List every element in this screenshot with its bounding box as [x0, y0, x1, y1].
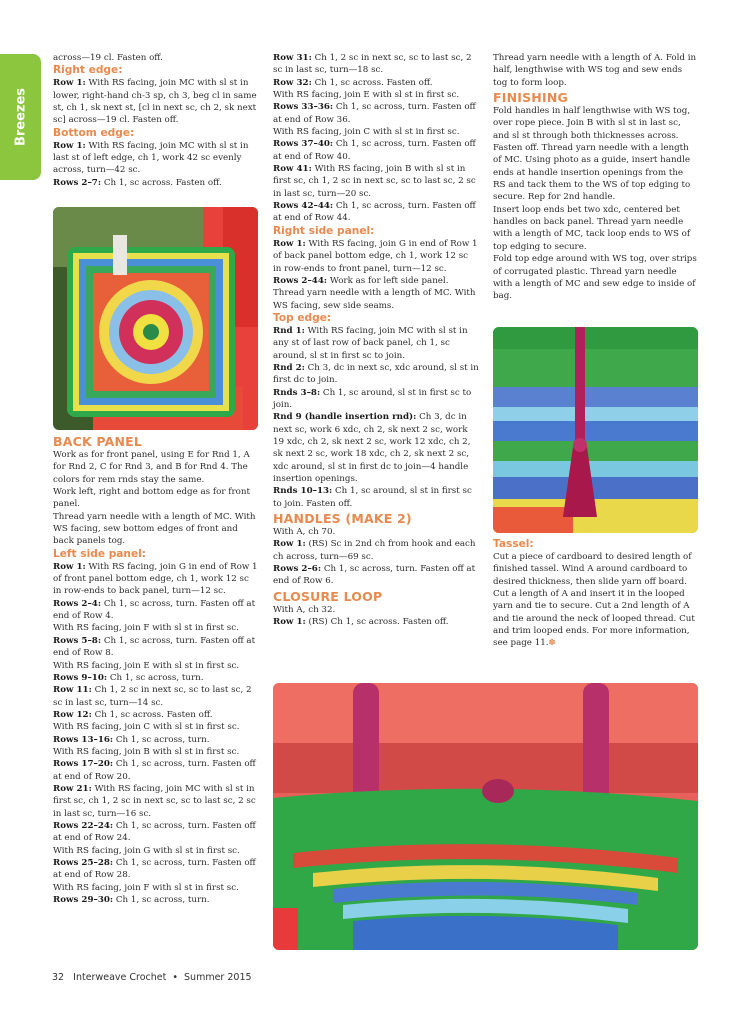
instruction-paragraph — [53, 820, 258, 845]
instruction-label: Row 1: — [273, 617, 306, 628]
instruction-text: With RS facing, join MC with sl st in first sc, ch 1, 2 sc in next sc, sc to last sc, 2 sc in last sc, turn—16 sc. — [53, 783, 256, 819]
instruction-text: Ch 1, sc across, turn. — [113, 734, 210, 745]
section-heading: Top edge: — [273, 311, 332, 324]
section-heading: HANDLES (MAKE 2) — [273, 511, 412, 527]
instruction-text: Ch 3, dc in next sc, work 6 xdc, ch 2, sk next 2 sc, work 19 xdc, ch 2, sk next 2 sc, work 12 xdc, ch 2, sk next 2 sc, work 18 xdc, ch 2, sk next 2 sc, xdc around, sl st in first dc to join—4 handle insertion openings. — [273, 412, 471, 484]
section-heading: Bottom edge: — [53, 126, 135, 139]
instruction-label: Rnds 3–8: — [273, 387, 321, 398]
instruction-label: Rows 13–16: — [53, 734, 114, 745]
instruction-paragraph — [273, 138, 479, 163]
instruction-paragraph — [53, 845, 258, 857]
instruction-paragraph — [273, 526, 479, 538]
instruction-paragraph — [53, 758, 258, 783]
instruction-text: With RS facing, join G in end of Row 1 of back panel bottom edge, ch 1, work 12 sc in row-ends to front panel, turn—12 sc. — [273, 238, 478, 274]
instruction-label: Rows 2–4: — [53, 598, 102, 609]
column-1-top — [53, 52, 258, 189]
instruction-paragraph — [53, 734, 258, 746]
instruction-label: Rows 25–28: — [53, 858, 114, 868]
instruction-text: Ch 1, sc across, turn. Fasten off at end of Row 36. — [273, 102, 476, 125]
instruction-text: With A, ch 70. — [273, 527, 336, 538]
instruction-label: Row 1: — [53, 561, 86, 572]
instruction-label: Row 12: — [53, 709, 92, 720]
instruction-paragraph — [53, 660, 258, 672]
instruction-text: Thread yarn needle with a length of MC. With WS facing, sew side seams. — [273, 288, 476, 311]
instruction-text: Fold handles in half lengthwise with WS tog, over rope piece. Join B with sl st in last sc, and sl st through both thicknesses across. Fasten off. Thread yarn needle with a length of MC. Using photo as a guide, insert handle ends at handle insertion openings from the RS and tack them to the WS of top edging to secure. Rep for 2nd handle. — [493, 106, 691, 203]
instruction-label: Row 1: — [273, 539, 306, 550]
instruction-paragraph — [53, 622, 258, 634]
column-1-bottom — [53, 433, 258, 906]
instruction-text: Ch 1, sc across, turn. — [107, 672, 204, 683]
instruction-label: Rows 33–36: — [273, 102, 334, 113]
column-2 — [273, 52, 479, 628]
instruction-text: With RS facing, join MC with sl st in lower, right-hand ch-3 sp, ch 3, beg cl in same st, ch 1, sk next st, [cl in next sc, ch 2, sk next sc] across—19 cl. Fasten off. — [53, 78, 257, 126]
page-number: 32 — [52, 972, 65, 983]
instruction-paragraph — [493, 253, 698, 302]
instruction-paragraph — [273, 287, 479, 312]
instruction-paragraph — [53, 177, 258, 189]
instruction-text: (RS) Sc in 2nd ch from hook and each ch across, turn—69 sc. — [273, 539, 476, 562]
instruction-label: Rows 2–44: — [273, 275, 328, 286]
instruction-label: Rows 9–10: — [53, 672, 108, 683]
instruction-paragraph — [53, 511, 258, 548]
instruction-label: Rows 22–24: — [53, 820, 114, 831]
instruction-paragraph — [53, 449, 258, 486]
instruction-text: Ch 1, sc across. Fasten off. — [91, 709, 213, 720]
section-heading: Tassel: — [493, 538, 534, 550]
instruction-text: Ch 3, dc in next sc, xdc around, sl st in first dc to join. — [273, 362, 479, 386]
section-heading: CLOSURE LOOP — [273, 588, 383, 604]
instruction-paragraph — [273, 163, 479, 200]
instruction-label: Row 41: — [273, 164, 312, 175]
instruction-text: Insert loop ends bet two xdc, centered bet handles on back panel. Thread yarn needle with a length of MC, tack loop ends to WS of top edging to secure. — [493, 204, 691, 252]
instruction-paragraph — [53, 672, 258, 684]
instruction-text: With RS facing, join F with sl st in first sc. — [53, 623, 239, 634]
instruction-paragraph — [53, 783, 258, 820]
instruction-paragraph — [493, 105, 698, 204]
instruction-paragraph — [53, 598, 258, 623]
instruction-label: Row 11: — [53, 685, 92, 696]
instruction-label: Rows 42–44: — [273, 201, 334, 212]
magazine-name: Interweave Crochet — [73, 972, 167, 983]
instruction-paragraph — [53, 635, 258, 660]
instruction-text: With RS facing, join C with sl st in first sc. — [53, 722, 240, 733]
instruction-text: Thread yarn needle with a length of A. Fold in half, lengthwise with WS tog and sew ends tog to form loop. — [493, 53, 697, 88]
column-3-top — [493, 52, 698, 303]
end-mark-icon: ✽ — [548, 638, 556, 649]
instruction-text: Ch 1, 2 sc in next sc, sc to last sc, 2 sc in last sc, turn—18 sc. — [273, 53, 472, 76]
instruction-label: Rows 5–8: — [53, 635, 102, 646]
instruction-label: Row 1: — [53, 78, 86, 89]
page-footer: 32 Interweave Crochet • Summer 2015 — [52, 972, 252, 983]
instruction-paragraph — [493, 551, 698, 650]
section-heading: Left side panel: — [53, 547, 147, 560]
instruction-paragraph — [493, 52, 698, 89]
column-3-bottom — [493, 538, 698, 650]
instruction-paragraph — [273, 616, 479, 628]
instruction-text: With RS facing, join G with sl st in first sc. — [53, 845, 240, 856]
instruction-label: Rnds 10–13: — [273, 486, 333, 497]
instruction-text: Ch 1, sc across, turn. — [113, 895, 210, 906]
instruction-label: Rnd 9 (handle insertion rnd): — [273, 412, 417, 423]
instruction-label: Rnd 1: — [273, 325, 305, 336]
instruction-text: With RS facing, join C with sl st in first sc. — [273, 127, 460, 138]
instruction-paragraph — [53, 140, 258, 177]
instruction-text: Ch 1, sc around, sl st in first sc to join. Fasten off. — [273, 486, 472, 509]
instruction-text: Ch 1, 2 sc in next sc, sc to last sc, 2 sc in last sc, turn—14 sc. — [53, 685, 252, 708]
section-tab: Breezes — [0, 54, 41, 180]
instruction-paragraph — [53, 684, 258, 709]
instruction-label: Row 21: — [53, 783, 92, 794]
instruction-text: Work left, right and bottom edge as for front panel. — [53, 487, 250, 510]
instruction-paragraph — [273, 77, 479, 89]
instruction-label: Rows 37–40: — [273, 139, 334, 150]
instruction-paragraph — [273, 325, 479, 362]
instruction-text: With RS facing, join G in end of Row 1 of front panel bottom edge, ch 1, work 12 sc in row-ends to back panel, turn—12 sc. — [53, 561, 258, 597]
instruction-text: With RS facing, join MC with sl st in last st of left edge, ch 1, work 42 sc evenly across, turn—42 sc. — [53, 140, 249, 176]
instruction-label: Row 31: — [273, 53, 312, 63]
instruction-text: Ch 1, sc across, turn. Fasten off at end of Row 24. — [53, 820, 256, 844]
instruction-text: With RS facing, join E with sl st in first sc. — [53, 660, 240, 671]
instruction-text: across—19 cl. Fasten off. — [53, 53, 163, 63]
section-heading: BACK PANEL — [53, 434, 143, 449]
instruction-paragraph — [273, 387, 479, 412]
instruction-paragraph — [53, 857, 258, 882]
issue-date: Summer 2015 — [184, 972, 252, 983]
instruction-paragraph — [273, 238, 479, 275]
instruction-label: Row 1: — [53, 140, 86, 151]
instruction-text: Ch 1, sc across, turn. Fasten off at end of Row 6. — [273, 564, 476, 587]
instruction-label: Rows 29–30: — [53, 895, 114, 906]
instruction-label: Row 1: — [273, 238, 306, 249]
instruction-paragraph — [53, 721, 258, 733]
instruction-text: With RS facing, join E with sl st in first sc. — [273, 90, 460, 101]
instruction-text: With RS facing, join B with sl st in first sc. — [53, 746, 240, 757]
instruction-paragraph — [53, 486, 258, 511]
instruction-paragraph — [53, 561, 258, 598]
instruction-paragraph — [273, 275, 479, 287]
instruction-paragraph — [53, 77, 258, 126]
instruction-text: Ch 1, sc across, turn. Fasten off at end of Row 40. — [273, 139, 476, 162]
instruction-paragraph — [53, 709, 258, 721]
instruction-text: Ch 1, sc across, turn. Fasten off at end of Row 20. — [53, 759, 256, 782]
photo-bag-closeup — [273, 683, 698, 950]
instruction-paragraph — [273, 485, 479, 510]
instruction-paragraph — [273, 52, 479, 77]
instruction-text: Ch 1, sc across. Fasten off. — [311, 77, 433, 88]
instruction-paragraph — [273, 604, 479, 616]
instruction-paragraph — [273, 126, 479, 138]
instruction-text: Ch 1, sc across. Fasten off. — [101, 177, 222, 188]
instruction-text: Thread yarn needle with a length of MC. With WS facing, sew bottom edges of front and back panels tog. — [53, 511, 256, 547]
instruction-paragraph — [273, 200, 479, 225]
section-heading: FINISHING — [493, 90, 568, 106]
instruction-text: Fold top edge around with WS tog, over strips of corrugated plastic. Thread yarn needle with a length of MC and sew edge to inside of bag. — [493, 254, 697, 302]
instruction-text: With RS facing, join B with sl st in first sc, ch 1, 2 sc in next sc, sc to last sc, 2 sc in last sc, turn—20 sc. — [273, 164, 476, 199]
instruction-label: Rows 2–6: — [273, 564, 322, 575]
photo-bag-front — [53, 207, 258, 430]
instruction-label: Row 32: — [273, 77, 312, 88]
instruction-paragraph — [493, 204, 698, 253]
photo-tassel — [493, 327, 698, 533]
instruction-paragraph — [53, 894, 258, 906]
instruction-paragraph — [273, 563, 479, 588]
instruction-text: Ch 1, sc across, turn. Fasten off at end of Row 4. — [53, 598, 256, 622]
instruction-paragraph — [53, 746, 258, 758]
instruction-paragraph — [273, 89, 479, 101]
instruction-text: Cut a piece of cardboard to desired length of finished tassel. Wind A around cardboard to desired thickness, then slide yarn off board. Cut a length of A and insert it in the looped yarn and tie to secure. Cut a 2nd length of A and tie around the neck of looped thread. Cut and trim looped ends. For more information, see page 11. — [493, 552, 695, 649]
instruction-text: Work as for left side panel. — [327, 275, 449, 286]
instruction-paragraph — [273, 538, 479, 563]
section-heading: Right edge: — [53, 64, 123, 77]
instruction-paragraph — [273, 411, 479, 485]
section-heading: Right side panel: — [273, 224, 375, 237]
instruction-paragraph — [53, 882, 258, 894]
instruction-text: With A, ch 32. — [273, 604, 336, 615]
instruction-text: Ch 1, sc around, sl st in first sc to join. — [273, 387, 472, 410]
instruction-text: Ch 1, sc across, turn. Fasten off at end of Row 28. — [53, 858, 256, 881]
instruction-text: Work as for front panel, using E for Rnd 1, A for Rnd 2, C for Rnd 3, and B for Rnd 4. The colors for rem rnds stay the same. — [53, 450, 250, 485]
instruction-label: Rnd 2: — [273, 362, 305, 373]
instruction-text: Ch 1, sc across, turn. Fasten off at end of Row 8. — [53, 635, 256, 659]
instruction-paragraph — [273, 362, 479, 387]
instruction-text: (RS) Ch 1, sc across. Fasten off. — [305, 617, 449, 628]
instruction-text: With RS facing, join F with sl st in first sc. — [53, 882, 239, 893]
instruction-paragraph — [273, 101, 479, 126]
instruction-label: Rows 17–20: — [53, 759, 114, 770]
instruction-text: Ch 1, sc across, turn. Fasten off at end of Row 44. — [273, 201, 476, 224]
instruction-text: With RS facing, join MC with sl st in any st of last row of back panel, ch 1, sc around, sl st in first sc to join. — [273, 325, 468, 361]
instruction-paragraph — [53, 52, 258, 64]
instruction-label: Rows 2–7: — [53, 177, 102, 188]
